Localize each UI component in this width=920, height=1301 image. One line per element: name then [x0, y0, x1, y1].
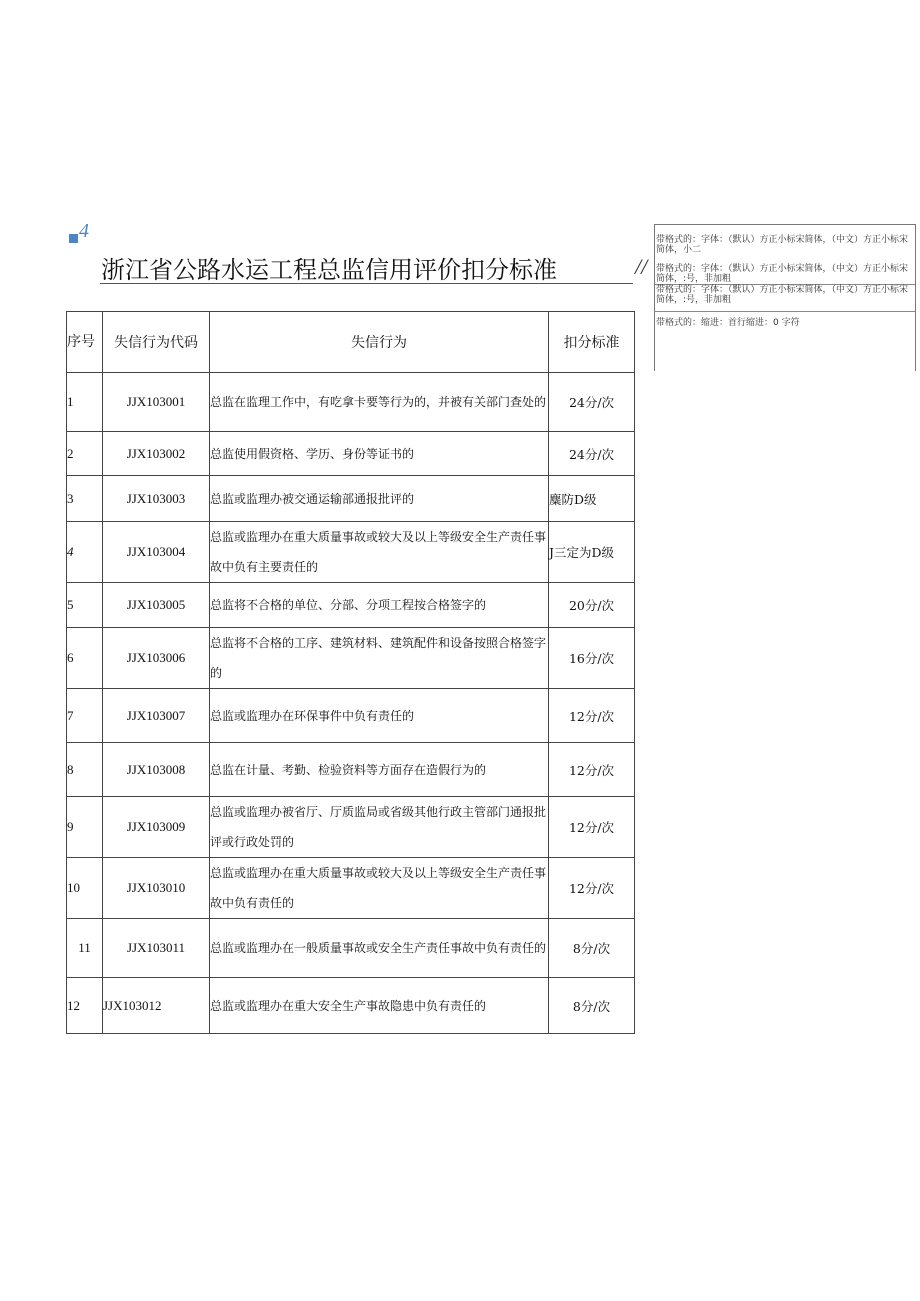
comment-panel: [654, 224, 916, 371]
header-deduction: 扣分标准: [549, 312, 635, 373]
table-row: [67, 858, 635, 919]
row-code: JJX103011: [103, 919, 210, 978]
row-code: JJX103006: [103, 628, 210, 689]
row-seq: 8: [67, 743, 103, 797]
row-deduction: 8分/次: [549, 978, 635, 1034]
comment-panel-border: [654, 225, 655, 371]
row-deduction: 12分/次: [549, 743, 635, 797]
row-behavior: 总监或监理办在一般质量事故或安全生产责任事故中负有责任的: [210, 919, 549, 978]
row-deduction: 麋防D级: [549, 476, 635, 522]
row-code: JJX103007: [103, 689, 210, 743]
row-deduction: 12分/次: [549, 689, 635, 743]
header-seq: 序号: [67, 312, 103, 373]
row-deduction: 12分/次: [549, 797, 635, 858]
table-row: [67, 689, 635, 743]
header-behavior: 失信行为: [210, 312, 549, 373]
format-comment[interactable]: 带格式的：字体：（默认）方正小标宋简体，（中文）方正小标宋简体，:号，非加粗: [656, 264, 909, 284]
row-code: JJX103004: [103, 522, 210, 583]
table-row: [67, 373, 635, 432]
row-code: JJX103005: [103, 583, 210, 628]
row-seq: 5: [67, 583, 103, 628]
row-deduction: 24分/次: [549, 432, 635, 476]
row-code: JJX103002: [103, 432, 210, 476]
header-code: 失信行为代码: [103, 312, 210, 373]
row-deduction: 8分/次: [549, 919, 635, 978]
row-seq: 4: [67, 522, 103, 583]
row-deduction: 16分/次: [549, 628, 635, 689]
row-deduction: J三定为D级: [549, 522, 635, 583]
table-row: [67, 797, 635, 858]
heading-marker-icon: [69, 234, 78, 243]
row-behavior: 总监将不合格的工序、建筑材料、建筑配件和设备按照合格签字的: [210, 628, 549, 689]
row-behavior: 总监在计量、考勤、检验资料等方面存在造假行为的: [210, 743, 549, 797]
heading-number: 4: [79, 220, 89, 242]
row-seq: 11: [67, 919, 103, 978]
table-row: [67, 919, 635, 978]
row-code: JJX103009: [103, 797, 210, 858]
comment-anchor-mark: //: [635, 254, 648, 279]
table-row: [67, 978, 635, 1034]
row-behavior: 总监或监理办在环保事件中负有责任的: [210, 689, 549, 743]
row-seq: 7: [67, 689, 103, 743]
row-behavior: 总监或监理办被交通运输部通报批评的: [210, 476, 549, 522]
comment-divider: [654, 311, 915, 312]
row-code: JJX103010: [103, 858, 210, 919]
format-comment[interactable]: 带格式的：缩进：首行缩进：0 字符: [656, 318, 800, 328]
table-row: [67, 628, 635, 689]
row-code: JJX103001: [103, 373, 210, 432]
row-deduction: 12分/次: [549, 858, 635, 919]
deduction-table: [66, 311, 635, 1034]
row-seq: 10: [67, 858, 103, 919]
row-behavior: 总监将不合格的单位、分部、分项工程按合格签字的: [210, 583, 549, 628]
row-behavior: 总监或监理办被省厅、厅质监局或省级其他行政主管部门通报批评或行政处罚的: [210, 797, 549, 858]
table-header-row: [67, 312, 635, 373]
row-behavior: 总监或监理办在重大质量事故或较大及以上等级安全生产责任事故中负有主要责任的: [210, 522, 549, 583]
title-underline: [100, 283, 633, 284]
format-comment[interactable]: 带格式的：字体：（默认）方正小标宋简体，（中文）方正小标宋简体，:号，非加粗: [656, 285, 909, 305]
table-row: [67, 743, 635, 797]
table-row: [67, 522, 635, 583]
row-code: JJX103008: [103, 743, 210, 797]
row-behavior: 总监或监理办在重大质量事故或较大及以上等级安全生产责任事故中负有责任的: [210, 858, 549, 919]
row-behavior: 总监或监理办在重大安全生产事故隐患中负有责任的: [210, 978, 549, 1034]
table-row: [67, 432, 635, 476]
row-deduction: 24分/次: [549, 373, 635, 432]
page-title: 浙江省公路水运工程总监信用评价扣分标准: [101, 256, 557, 284]
row-deduction: 20分/次: [549, 583, 635, 628]
row-code: JJX103003: [103, 476, 210, 522]
row-seq: 1: [67, 373, 103, 432]
table-row: [67, 476, 635, 522]
format-comment[interactable]: 带格式的：字体：（默认）方正小标宋简体，（中文）方正小标宋简体，小二: [656, 235, 909, 255]
row-seq: 12: [67, 978, 103, 1034]
row-behavior: 总监使用假资格、学历、身份等证书的: [210, 432, 549, 476]
row-code: JJX103012: [103, 978, 210, 1034]
row-seq: 6: [67, 628, 103, 689]
row-seq: 9: [67, 797, 103, 858]
table-row: [67, 583, 635, 628]
row-seq: 2: [67, 432, 103, 476]
row-seq: 3: [67, 476, 103, 522]
row-behavior: 总监在监理工作中，有吃拿卡要等行为的，并被有关部门查处的: [210, 373, 549, 432]
